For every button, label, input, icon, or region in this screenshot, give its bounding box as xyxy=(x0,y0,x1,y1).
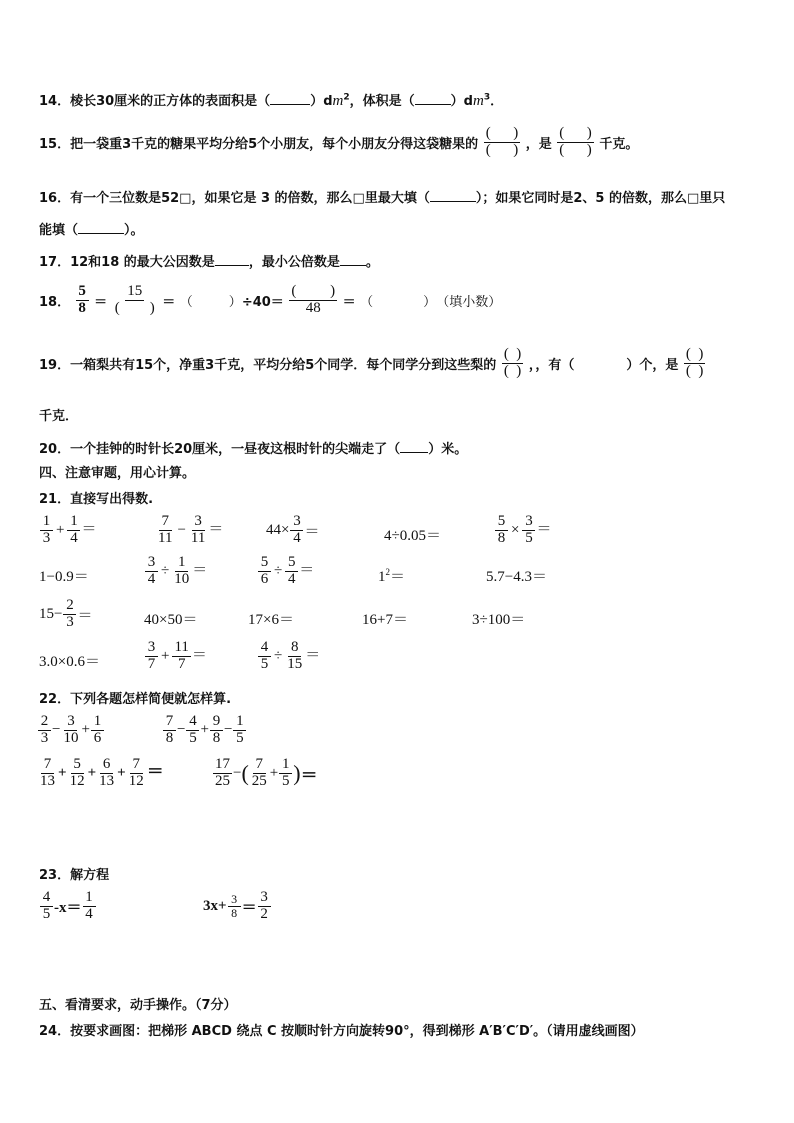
question-14: 14．棱长30厘米的正方体的表面积是（ ）$dm^2$，体积是（ ）$dm^3$． xyxy=(39,92,504,109)
question-18: 18． $\frac{5}{8}$ ＝ 15 ( ) ＝ （ ）÷40＝ ( ) 48 ＝ （ ）（填小数） xyxy=(39,283,502,316)
fraction-blank[interactable]: 15 ( ) xyxy=(114,283,155,316)
question-22-title: 22．下列各题怎样简便就怎样算. xyxy=(39,692,232,707)
equation-23-2: 3x+ $\frac{3}{8}$ ＝ $\frac{3}{2}$ xyxy=(203,890,272,923)
calc-22-1: $\frac{2}{3}$ − $\frac{3}{10}$ + $\frac{1}{6}$ xyxy=(37,714,105,747)
calc-21-12: 40×50＝ xyxy=(144,612,198,628)
calc-21-17: $\frac{3}{7}$ + $\frac{11}{7}$ ＝ xyxy=(144,640,207,673)
fraction-blank[interactable]: ( ) ( ) xyxy=(503,346,522,379)
question-20: 20．一个挂钟的时针长20厘米，一昼夜这根时针的尖端走了（ ）米。 xyxy=(39,442,468,457)
question-17: 17．12和18 的最大公因数是 ，最小公倍数是 。 xyxy=(39,255,379,270)
answer-blank[interactable] xyxy=(340,265,366,266)
section-4-heading: 四、注意审题，用心计算。 xyxy=(39,466,196,481)
calc-21-10: 5.7−4.3＝ xyxy=(486,569,547,585)
equation-23-1: $\frac{4}{5}$ -x＝ $\frac{1}{4}$ xyxy=(39,890,97,923)
question-21-title: 21．直接写出得数. xyxy=(39,492,154,507)
question-16-line1: 16．有一个三位数是52□，如果它是 3 的倍数，那么□里最大填（ ）；如果它同时是2、5 的倍数，那么□里只 xyxy=(39,191,726,206)
question-19-line2: 千克． xyxy=(39,409,79,424)
calc-22-2: $\frac{7}{8}$ − $\frac{4}{5}$ + $\frac{9}{8}$ − $\frac{1}{5}$ xyxy=(162,714,247,747)
calc-21-7: $\frac{3}{4}$ ÷ $\frac{1}{10}$ ＝ xyxy=(144,555,207,588)
calc-21-4: 4÷0.05＝ xyxy=(384,528,441,544)
calc-21-13: 17×6＝ xyxy=(248,612,294,628)
section-5-heading: 五、看清要求，动手操作。（7分） xyxy=(39,998,237,1013)
calc-21-1: $\frac{1}{3}$ + $\frac{1}{4}$ ＝ xyxy=(39,514,96,547)
answer-blank[interactable] xyxy=(415,104,451,105)
answer-blank[interactable] xyxy=(430,201,476,202)
answer-blank[interactable] xyxy=(270,104,310,105)
fraction: $\frac{5}{8}$ xyxy=(76,284,89,317)
calc-21-15: 3÷100＝ xyxy=(472,612,526,628)
question-23-title: 23．解方程 xyxy=(39,868,110,883)
fraction-blank[interactable]: ( ) ( ) xyxy=(559,125,592,158)
question-24: 24．按要求画图：把梯形 ABCD 绕点 C 按顺时针方向旋转90°，得到梯形 A′B′C′D′。（请用虚线画图） xyxy=(39,1024,644,1039)
fraction-blank[interactable]: ( ) ( ) xyxy=(685,346,704,379)
fraction-blank[interactable]: ( ) ( ) xyxy=(485,125,519,158)
calc-21-2: $\frac{7}{11}$ − $\frac{3}{11}$ ＝ xyxy=(158,513,224,546)
fraction-blank[interactable]: ( ) 48 xyxy=(291,283,336,316)
calc-21-11: 15− $\frac{2}{3}$ ＝ xyxy=(39,597,93,630)
calc-21-9: $1^2=$ xyxy=(378,567,406,585)
question-15: 15．把一袋重3千克的糖果平均分给5个小朋友，每个小朋友分得这袋糖果的 ( ) ( ) ，是 ( ) ( ) 千克。 xyxy=(39,125,639,158)
calc-21-8: $\frac{5}{6}$ ÷ $\frac{5}{4}$ ＝ xyxy=(257,555,314,588)
calc-21-5: $\frac{5}{8}$ × $\frac{3}{5}$ ＝ xyxy=(494,514,551,547)
calc-21-16: 3.0×0.6＝ xyxy=(39,654,100,670)
answer-blank[interactable] xyxy=(215,265,249,266)
answer-blank[interactable] xyxy=(78,233,124,234)
answer-blank[interactable] xyxy=(400,452,428,453)
calc-21-14: 16+7＝ xyxy=(362,612,408,628)
calc-22-4: $\frac{17}{25}$ −( $\frac{7}{25}$ + $\frac{1}{5}$ )＝ xyxy=(215,756,318,789)
question-16-line2: 能填（ ）。 xyxy=(39,223,144,238)
question-19: 19．一箱梨共有15个，净重3千克，平均分给5个同学．每个同学分到这些梨的 ( ) ( ) ，，有（ ）个，是 ( ) ( ) xyxy=(39,346,704,379)
calc-21-3: 44× $\frac{3}{4}$ ＝ xyxy=(266,513,320,546)
calc-21-6: 1−0.9＝ xyxy=(39,569,89,585)
calc-22-3: $\frac{7}{13}$ + $\frac{5}{12}$ + $\frac{6}{13}$ + $\frac{7}{12}$ ＝ xyxy=(40,756,164,790)
calc-21-18: $\frac{4}{5}$ ÷ $\frac{8}{15}$ ＝ xyxy=(257,640,320,673)
